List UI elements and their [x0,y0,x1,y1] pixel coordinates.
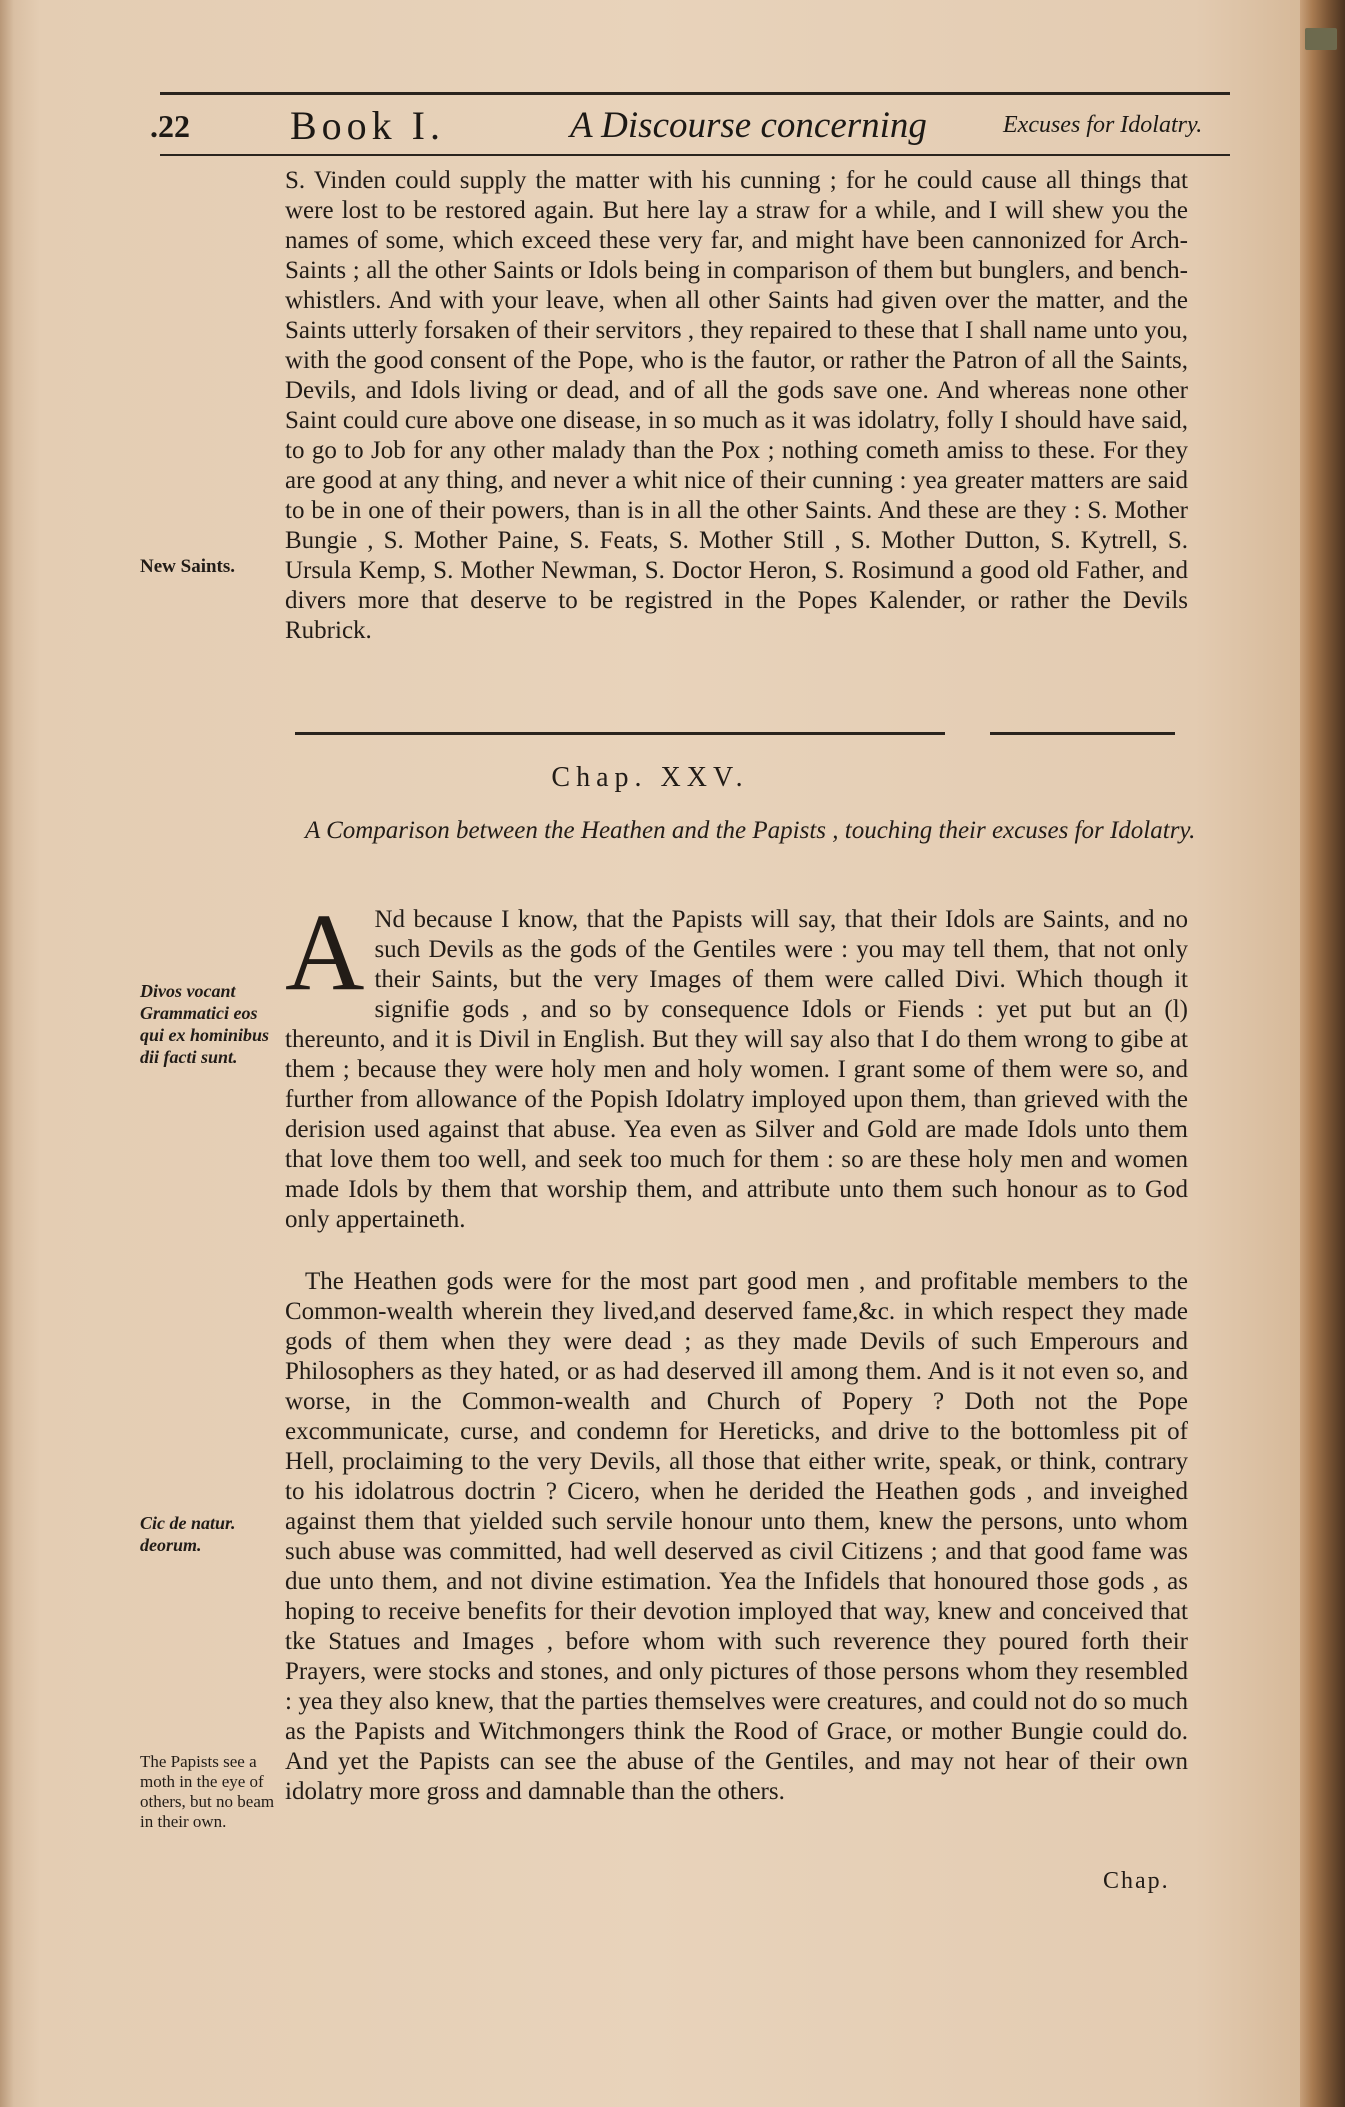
running-title: A Discourse concerning [570,105,927,146]
chapter-title: Chap. XXV. [551,762,749,793]
margin-note-cicero: Cic de natur. deorum. [140,1513,236,1555]
page-number: .22 [150,108,190,144]
chapter-paragraph-1 [285,891,1188,1235]
chapter-divider-right [990,732,1175,735]
margin-note-divos: Divos vocant Grammatici eos qui ex hominibus dii facti sunt. [140,981,270,1067]
header-top-rule [160,92,1230,95]
book-ribbon-tab [1305,28,1337,50]
margin-note-papists: The Papists see a moth in the eye of others, but no beam in their own. [140,1752,275,1831]
header-bottom-rule [160,154,1230,156]
drop-cap: A [285,891,365,1013]
page-edge [1300,0,1345,2107]
top-paragraph: S. Vinden could supply the matter with his cunning ; for he could cause all things that were lost to be restored again. But here lay a straw for a while, and I will shew you the names of some, which exceed these very far, and might have been cannonized for Arch-Saints ; all the other Saints or Idols being in comparison of them but bunglers, and bench-whistlers. And with your leave, when all other Saints had given over the matter, and the Saints utterly forsaken of their servitors , they repaired to these that I shall name unto you, with the good consent of the Pope, who is the fautor, or rather the Patron of all the Saints, Devils, and Idols living or dead, and of all the gods save one. And whereas none other Saint could cure above one disease, in so much as it was idolatry, folly I should have said, to go to Job for any other malady than the Pox ; nothing cometh amiss to these. For they are good at any thing, and never a whit nice of their cunning : yea greater matters are said to be in one of their powers, than is in all the other Saints. And these are they : S. Mother Bungie , S. Mother Paine, S. Feats, S. Mother Still , S. Mother Dutton, S. Kytrell, S. Ursula Kemp, S. Mother Newman, S. Doctor Heron, S. Rosimund a good old Father, and divers more that deserve to be registred in the Popes Kalender, or rather the Devils Rubrick. [285,167,1188,644]
book-label: Book I. [290,103,445,148]
chapter-paragraph-2: The Heathen gods were for the most part good men , and profitable members to the Common-wealth wherein they lived,and deserved fame,&c. in which respect they made gods of them when they were dead ; as they made Devils of such Emperours and Philosophers as they hated, or as had deserved ill among them. And is it not even so, and worse, in the Common-wealth and Church of Popery ? Doth not the Pope excommunicate, curse, and condemn for Hereticks, and drive to the bottomless pit of Hell, proclaiming to the very Devils, all those that either write, speak, or think, contrary to his idolatrous doctrin ? Cicero, when he derided the Heathen gods , and inveighed against them that yielded such servile honour unto them, knew the persons, unto whom such abuse was committed, had well deserved as civil Citizens ; and that good fame was due unto them, and not divine estimation. Yea the Infidels that honoured those gods , as hoping to receive benefits for their devotion imployed that way, knew and conceived that tke Statues and Images , before whom with such reverence they poured forth their Prayers, were stocks and stones, and only pictures of those persons whom they resembled : yea they also knew, that the parties themselves were creatures, and could not do so much as the Papists and Witchmongers think the Rood of Grace, or mother Bungie could do. And yet the Papists can see the abuse of the Gentiles, and may not hear of their own idolatry more gross and damnable than the others. [285,1268,1188,1805]
chapter-paragraph-1-text: Nd because I know, that the Papists will say, that their Idols are Saints, and no such Devils as the gods of the Gentiles were : you may tell them, that not only their Saints, but the very Images of them were called Divi. Which though it signifie gods , and so by consequence Idols or Fiends : yet put but an (l) thereunto, and it is Divil in English. But they will say also that I do them wrong to gibe at them ; because they were holy men and holy women. I grant some of them were so, and further from allowance of the Popish Idolatry imployed upon them, than grieved with the derision used against that abuse. Yea even as Silver and Gold are made Idols unto them that love them too well, and seek too much for them : so are these holy men and women made Idols by them that worship them, and attribute unto them such honour as to God only appertaineth. [285,906,1188,1233]
margin-note-new-saints: New Saints. [140,556,236,577]
chapter-divider-left [295,732,945,735]
chapter-summary: A Comparison between the Heathen and the Papists , touching their excuses for Idolatry. [305,817,1196,844]
catchword: Chap. [1103,1868,1170,1894]
running-header [0,98,1300,148]
running-side-title: Excuses for Idolatry. [1003,112,1203,138]
